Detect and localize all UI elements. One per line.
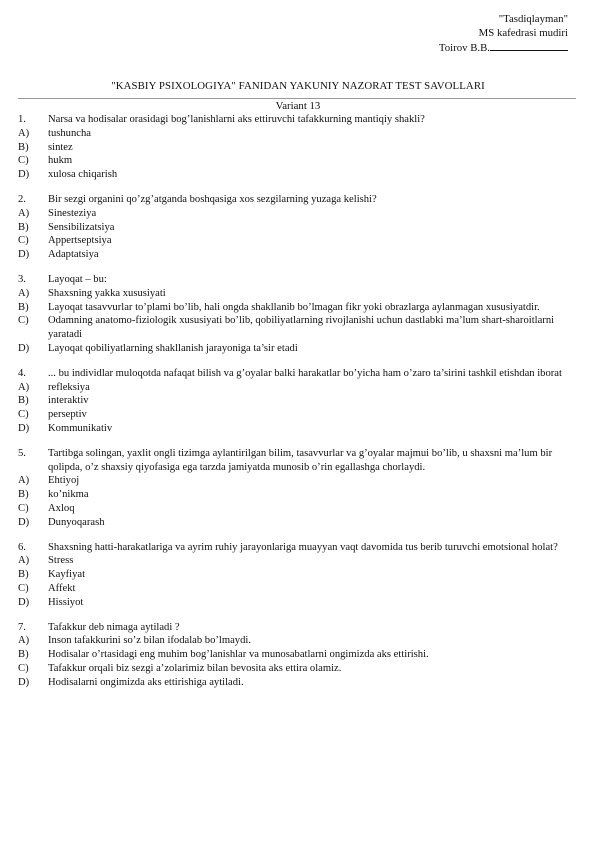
answer-option: [18, 474, 574, 488]
answer-option: [18, 248, 574, 262]
answer-option: [18, 662, 574, 676]
option-text: Kommunikativ: [48, 422, 113, 434]
answer-option: [18, 141, 574, 155]
question-row: [18, 193, 574, 207]
option-label: D): [18, 342, 30, 354]
question-row: [18, 621, 574, 635]
answer-option: [18, 516, 574, 530]
option-text: tushuncha: [48, 127, 91, 139]
question-row: [18, 113, 574, 127]
option-text: Hissiyot: [48, 596, 84, 608]
answer-option: [18, 154, 574, 168]
option-text: Ehtiyoj: [48, 475, 80, 487]
document-title: "KASBIY PSIXOLOGIYA" FANIDAN YAKUNIY NAZORAT TEST SAVOLLARI: [111, 80, 485, 92]
question-row: [18, 541, 574, 555]
option-text: Tafakkur orqali biz sezgi a’zolarimiz bilan bevosita aks ettira olamiz.: [48, 662, 342, 674]
question-block: [18, 273, 574, 356]
answer-option: [18, 394, 574, 408]
approval-position: MS kafedrasi mudiri: [478, 27, 568, 40]
question-number: 5.: [18, 447, 26, 459]
option-text: Sensibilizatsiya: [48, 221, 115, 233]
variant-label: Variant 13: [275, 100, 321, 112]
option-text: Odamning anatomo-fiziologik xususiyati bo’lib, qobiliyatlarning rivojlanishi uchun dastlabki ma’lum shart-sharoitlarni yaratadi: [48, 315, 555, 341]
answer-option: [18, 207, 574, 221]
question-text: Bir sezgi organini qo’zg’atganda boshqasiga xos sezgilarning yuzaga kelishi?: [48, 193, 377, 205]
option-label: D): [18, 169, 30, 181]
option-label: A): [18, 635, 30, 647]
option-text: Kayfiyat: [48, 569, 86, 581]
option-label: C): [18, 409, 29, 421]
option-label: D): [18, 422, 30, 434]
option-text: Hodisalar o’rtasidagi eng muhim bog’lanishlar va munosabatlarni ongimizda aks ettirishi.: [48, 649, 429, 661]
approval-signatory: [439, 41, 568, 55]
option-label: B): [18, 395, 29, 407]
answer-option: [18, 634, 574, 648]
answer-option: [18, 502, 574, 516]
question-block: [18, 447, 574, 530]
question-block: [18, 621, 574, 690]
question-block: [18, 541, 574, 610]
option-label: B): [18, 569, 29, 581]
question-row: [18, 447, 574, 475]
option-text: Dunyoqarash: [48, 516, 105, 528]
option-label: D): [18, 596, 30, 608]
question-text: Shaxsning hatti-harakatlariga va ayrim ruhiy jarayonlariga muayyan vaqt davomida tus berib turuvchi emotsional holat?: [48, 541, 558, 553]
answer-option: [18, 221, 574, 235]
option-label: C): [18, 235, 29, 247]
answer-option: [18, 408, 574, 422]
answer-option: [18, 234, 574, 248]
answer-option: [18, 488, 574, 502]
question-number: 1.: [18, 114, 26, 125]
question-text: ... bu individlar muloqotda nafaqat bilish va g’oyalar balki harakatlar bo’yicha ham o’zaro ta’sirini tashkil etishdan iborat: [48, 367, 562, 379]
question-row: [18, 367, 574, 381]
answer-option: [18, 287, 574, 301]
option-text: Inson tafakkurini so’z bilan ifodalab bo’lmaydi.: [48, 635, 251, 647]
option-label: B): [18, 489, 29, 501]
option-label: B): [18, 221, 29, 233]
answer-option: [18, 314, 574, 342]
question-block: [18, 113, 574, 182]
question-text: Narsa va hodisalar orasidagi bog’lanishlarni aks ettiruvchi tafakkurning mantiqiy shakli?: [48, 114, 425, 125]
option-text: refleksiya: [48, 381, 90, 393]
answer-option: [18, 554, 574, 568]
option-label: A): [18, 207, 30, 219]
question-text: Layoqat – bu:: [48, 273, 107, 285]
option-text: hukm: [48, 155, 73, 167]
answer-option: [18, 648, 574, 662]
question-block: [18, 193, 574, 262]
option-label: D): [18, 516, 30, 528]
question-number: 4.: [18, 367, 26, 379]
option-label: A): [18, 287, 30, 299]
option-label: C): [18, 315, 29, 327]
answer-option: [18, 568, 574, 582]
question-block: [18, 367, 574, 436]
option-text: Stress: [48, 555, 74, 567]
option-text: Layoqat qobiliyatlarning shakllanish jarayoniga ta’sir etadi: [48, 342, 298, 354]
option-label: C): [18, 502, 29, 514]
option-text: interaktiv: [48, 395, 89, 407]
question-number: 2.: [18, 193, 26, 205]
option-text: Shaxsning yakka xususiyati: [48, 287, 166, 299]
approval-title: "Tasdiqlayman": [498, 13, 568, 25]
option-label: C): [18, 662, 29, 674]
question-number: 7.: [18, 621, 26, 633]
option-label: C): [18, 155, 29, 167]
answer-option: [18, 168, 574, 182]
option-text: Appertseptsiya: [48, 235, 112, 247]
answer-option: [18, 381, 574, 395]
signature-line: [490, 41, 568, 51]
approval-block: [439, 12, 568, 55]
option-text: ko’nikma: [48, 489, 89, 501]
option-text: Hodisalarni ongimizda aks ettirishiga aytiladi.: [48, 676, 244, 688]
question-row: [18, 273, 574, 287]
question-list: [18, 113, 574, 689]
option-label: B): [18, 301, 29, 313]
option-text: sintez: [48, 141, 73, 153]
option-label: A): [18, 127, 30, 139]
option-label: A): [18, 381, 30, 393]
question-number: 3.: [18, 273, 26, 285]
option-text: Adaptatsiya: [48, 249, 99, 261]
answer-option: [18, 127, 574, 141]
answer-option: [18, 422, 574, 436]
option-text: xulosa chiqarish: [48, 169, 118, 181]
option-label: B): [18, 649, 29, 661]
option-label: B): [18, 141, 29, 153]
answer-option: [18, 301, 574, 315]
question-text: Tartibga solingan, yaxlit ongli tizimga aylantirilgan bilim, tasavvurlar va g’oyalar majmui bo’lib, u shaxsni ma’lum bir qolipda, o’z shaxsiy qiyofasiga ega tarzda jamiyatda munosib o’rin egallashga chorlaydi.: [48, 447, 553, 473]
approver-name: Toirov B.B.: [438, 41, 490, 54]
answer-option: [18, 676, 574, 690]
option-label: D): [18, 249, 30, 261]
question-text: Tafakkur deb nimaga aytiladi ?: [48, 621, 180, 633]
option-text: Sinesteziya: [48, 207, 97, 219]
option-text: Affekt: [48, 582, 76, 594]
option-label: D): [18, 676, 30, 688]
answer-option: [18, 342, 574, 356]
option-text: perseptiv: [48, 409, 87, 421]
option-text: Axloq: [48, 502, 75, 514]
option-text: Layoqat tasavvurlar to’plami bo’lib, hali ongda shakllanib bo’lmagan fikr yoki obrazlarga aylanmagan xususiyatdir.: [48, 301, 540, 313]
question-number: 6.: [18, 541, 26, 553]
answer-option: [18, 596, 574, 610]
option-label: A): [18, 475, 30, 487]
header-divider: [18, 98, 576, 99]
answer-option: [18, 582, 574, 596]
option-label: C): [18, 582, 29, 594]
option-label: A): [18, 555, 30, 567]
